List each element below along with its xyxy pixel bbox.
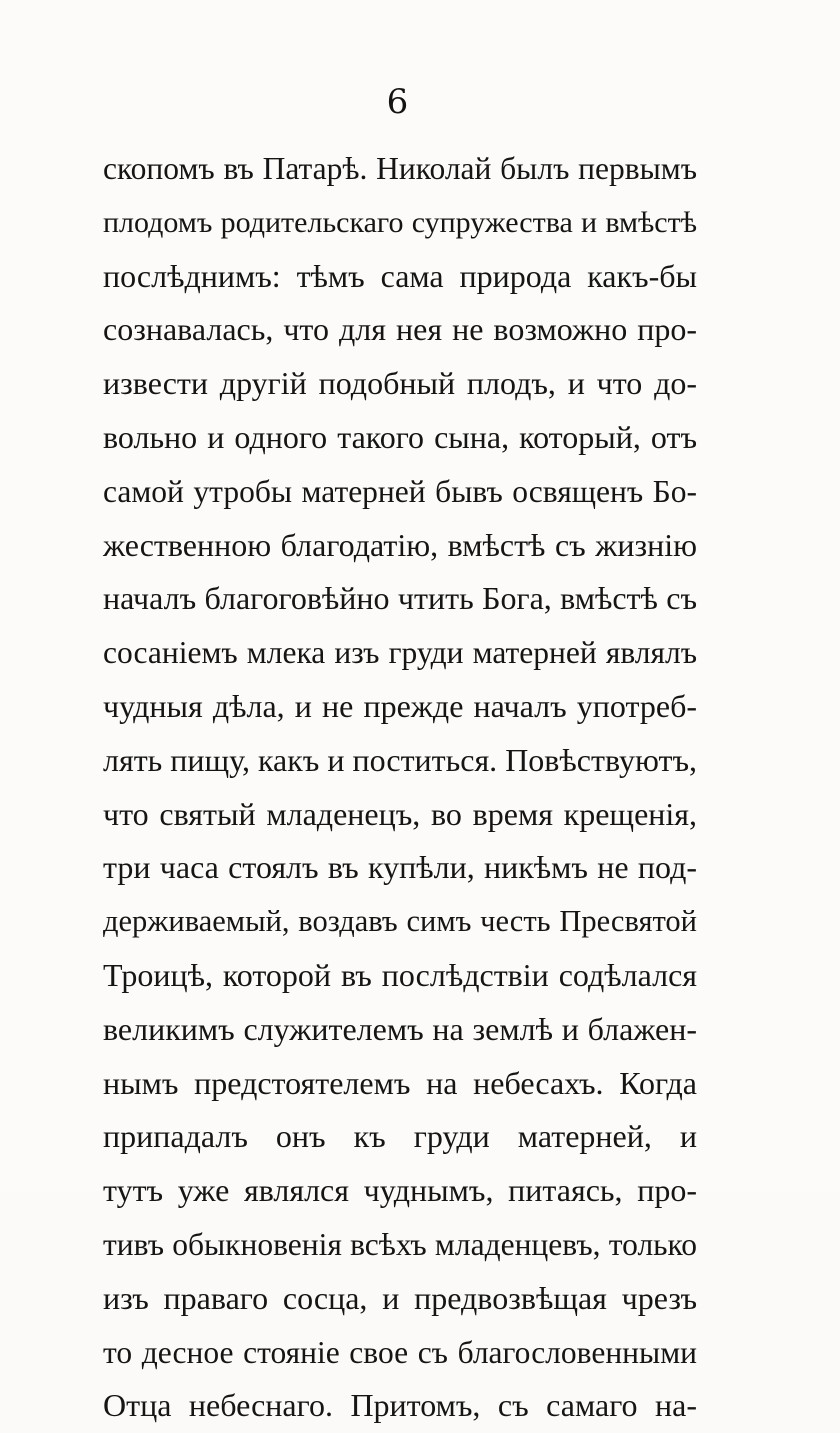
text-line: Отца небеснаго. Притомъ, съ самаго на- [103,1387,697,1424]
text-line: скопомъ въ Патарѣ. Николай былъ первымъ [103,151,697,186]
text-line: началъ благоговѣйно чтить Бога, вмѣстѣ съ [103,580,697,617]
text-line: сознавалась, что для нея не возможно про- [103,311,697,348]
text-line: тивъ обыкновенія всѣхъ младенцевъ, только [103,1226,697,1262]
text-line: вольно и одного такого сына, который, отъ [103,418,697,455]
text-line: плодомъ родительскаго супружества и вмѣстѣ [103,205,697,239]
text-line: нымъ предстоятелемъ на небесахъ. Когда [103,1064,697,1101]
text-line: припадалъ онъ къ груди матерней, и [103,1118,697,1155]
text-line: великимъ служителемъ на землѣ и блажен- [103,1010,697,1047]
text-line: послѣднимъ: тѣмъ сама природа какъ-бы [103,257,697,294]
text-line: сосаніемъ млека изъ груди матерней являлъ [103,635,697,671]
body-text [103,142,697,1433]
page-number: 6 [386,82,409,122]
text-line: три часа стоялъ въ купѣли, никѣмъ не под- [103,849,697,886]
text-line: извести другій подобный плодъ, и что до- [103,365,697,402]
text-line: Троицѣ, которой въ послѣдствіи содѣлался [103,956,697,993]
text-line: тутъ уже являлся чуднымъ, питаясь, про- [103,1172,697,1209]
text-line: то десное стояніе свое съ благословенными [103,1334,697,1370]
text-line: чудныя дѣла, и не прежде началъ употреб- [103,687,697,724]
text-line: жественною благодатію, вмѣстѣ съ жизнію [103,526,697,563]
text-line: изъ праваго сосца, и предвозвѣщая чрезъ [103,1279,697,1316]
text-line: что святый младенецъ, во время крещенія, [103,795,697,832]
text-line: лять пищу, какъ и поститься. Повѣствуютъ, [103,741,697,778]
text-line: держиваемый, воздавъ симъ честь Пресвятой [103,904,697,939]
text-line: самой утробы матерней бывъ освященъ Бо- [103,473,697,509]
